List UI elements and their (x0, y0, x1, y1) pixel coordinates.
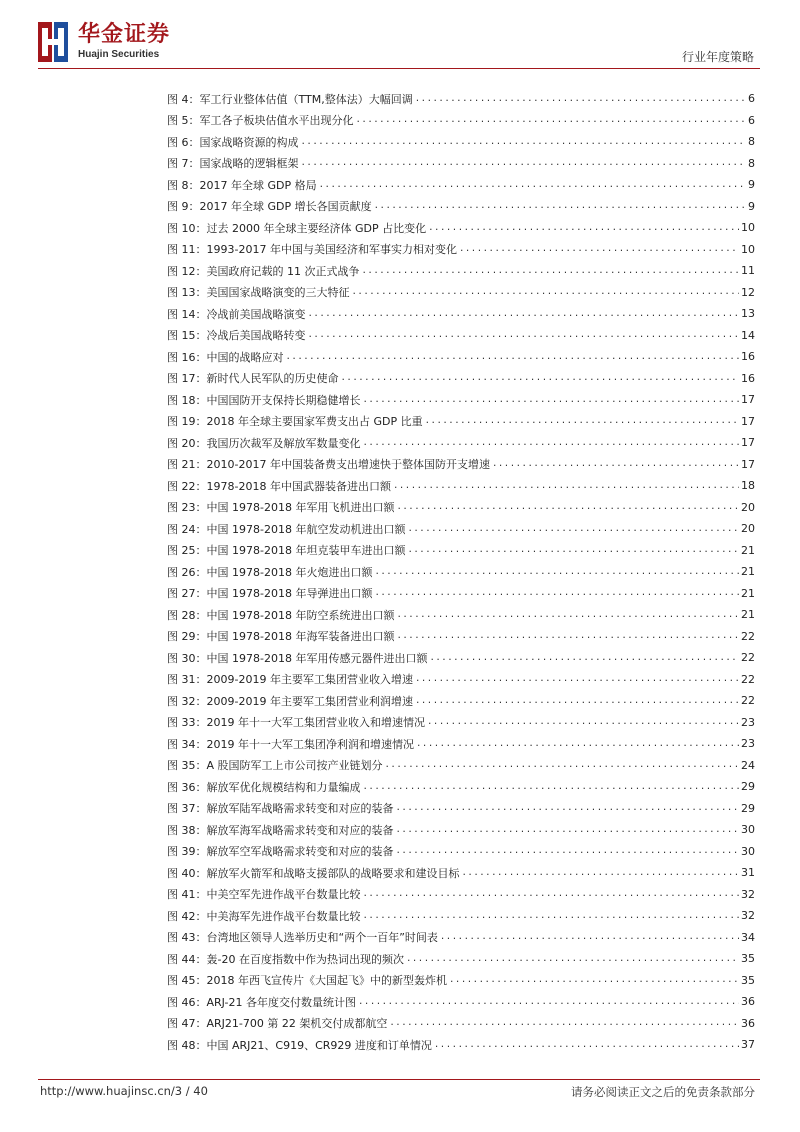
toc-entry-title: 图 41：中美空军先进作战平台数量比较 (167, 888, 361, 902)
toc-entry-page: 36 (741, 995, 755, 1009)
toc-entry[interactable] (167, 647, 755, 669)
toc-entry-page: 37 (741, 1038, 755, 1052)
toc-entry-title: 图 10：过去 2000 年全球主要经济体 GDP 占比变化 (167, 221, 427, 235)
toc-dot-leader (427, 717, 739, 727)
toc-entry-title: 图 11：1993-2017 年中国与美国经济和军事实力相对变化 (167, 243, 457, 257)
toc-dot-leader (396, 825, 740, 835)
toc-dot-leader (492, 459, 739, 469)
toc-entry[interactable] (167, 497, 755, 519)
toc-dot-leader (363, 782, 740, 792)
toc-entry[interactable] (167, 174, 755, 196)
toc-entry-title: 图 9：2017 年全球 GDP 增长各国贡献度 (167, 200, 372, 214)
toc-entry-title: 图 40：解放军火箭军和战略支援部队的战略要求和建设目标 (167, 866, 460, 880)
toc-dot-leader (462, 868, 740, 878)
toc-entry[interactable] (167, 260, 755, 282)
toc-entry-title: 图 33：2019 年十一大军工集团营业收入和增速情况 (167, 716, 425, 730)
toc-entry-title: 图 38：解放军海军战略需求转变和对应的装备 (167, 823, 394, 837)
toc-entry-page: 14 (741, 328, 755, 342)
toc-dot-leader (363, 911, 740, 921)
toc-entry-title: 图 7：国家战略的逻辑框架 (167, 157, 299, 171)
toc-dot-leader (308, 330, 740, 340)
toc-entry[interactable] (167, 884, 755, 906)
toc-entry-title: 图 19：2018 年全球主要国家军费支出占 GDP 比重 (167, 415, 423, 429)
toc-dot-leader (308, 309, 740, 319)
footer-disclaimer: 请务必阅读正文之后的免责条款部分 (571, 1085, 755, 1099)
toc-entry[interactable] (167, 1013, 755, 1035)
toc-entry-page: 21 (741, 543, 755, 557)
toc-entry[interactable] (167, 282, 755, 304)
toc-dot-leader (425, 416, 739, 426)
document-type: 行业年度策略 (681, 50, 754, 64)
toc-entry-page: 17 (741, 436, 755, 450)
header-divider (38, 68, 760, 69)
toc-entry-page: 20 (741, 522, 755, 536)
toc-entry-title: 图 45：2018 年西飞宣传片《大国起飞》中的新型轰炸机 (167, 974, 447, 988)
toc-entry-title: 图 28：中国 1978-2018 年防空系统进出口额 (167, 608, 395, 622)
toc-entry[interactable] (167, 948, 755, 970)
toc-entry-page: 13 (741, 307, 755, 321)
toc-entry[interactable] (167, 217, 755, 239)
company-logo (38, 22, 188, 66)
toc-entry-title: 图 27：中国 1978-2018 年导弹进出口额 (167, 587, 373, 601)
toc-entry-page: 22 (741, 629, 755, 643)
toc-entry[interactable] (167, 325, 755, 347)
toc-dot-leader (358, 997, 739, 1007)
toc-entry-page: 23 (741, 737, 755, 751)
toc-entry-page: 22 (741, 651, 755, 665)
toc-entry-title: 图 5：军工各子板块估值水平出现分化 (167, 114, 354, 128)
toc-entry[interactable] (167, 346, 755, 368)
toc-dot-leader (396, 846, 740, 856)
toc-entry[interactable] (167, 819, 755, 841)
toc-entry[interactable] (167, 712, 755, 734)
toc-dot-leader (385, 760, 739, 770)
footer-url-page[interactable]: http://www.huajinsc.cn/3 / 40 (40, 1084, 208, 1098)
toc-dot-leader (406, 954, 739, 964)
toc-entry-page: 24 (741, 758, 755, 772)
toc-entry-title: 图 29：中国 1978-2018 年海军装备进出口额 (167, 630, 395, 644)
toc-entry[interactable] (167, 518, 755, 540)
toc-entry-title: 图 36：解放军优化规模结构和力量编成 (167, 780, 361, 794)
toc-entry-title: 图 44：轰-20 在百度指数中作为热词出现的频次 (167, 952, 404, 966)
toc-dot-leader (301, 137, 746, 147)
toc-entry[interactable] (167, 733, 755, 755)
toc-entry-page: 35 (741, 952, 755, 966)
toc-entry[interactable] (167, 970, 755, 992)
toc-entry[interactable] (167, 626, 755, 648)
toc-dot-leader (407, 545, 739, 555)
toc-entry-page: 32 (741, 909, 755, 923)
toc-dot-leader (396, 803, 740, 813)
toc-entry-page: 29 (741, 780, 755, 794)
toc-entry-title: 图 15：冷战后美国战略转变 (167, 329, 306, 343)
toc-dot-leader (363, 889, 740, 899)
toc-dot-leader (361, 266, 739, 276)
toc-entry[interactable] (167, 841, 755, 863)
toc-entry-page: 10 (741, 242, 755, 256)
toc-entry[interactable] (167, 303, 755, 325)
toc-dot-leader (428, 223, 739, 233)
toc-dot-leader (459, 244, 739, 254)
footer-divider (38, 1079, 760, 1080)
toc-entry-title: 图 39：解放军空军战略需求转变和对应的装备 (167, 845, 394, 859)
toc-entry[interactable] (167, 475, 755, 497)
toc-entry[interactable] (167, 604, 755, 626)
toc-entry-title: 图 37：解放军陆军战略需求转变和对应的装备 (167, 802, 394, 816)
toc-entry-title: 图 42：中美海军先进作战平台数量比较 (167, 909, 361, 923)
toc-dot-leader (429, 653, 739, 663)
toc-entry[interactable] (167, 905, 755, 927)
toc-entry-page: 18 (741, 479, 755, 493)
toc-entry-page: 21 (741, 586, 755, 600)
toc-entry[interactable] (167, 583, 755, 605)
toc-dot-leader (374, 567, 739, 577)
toc-entry-page: 16 (741, 350, 755, 364)
toc-entry-title: 图 21：2010-2017 年中国装备费支出增速快于整体国防开支增速 (167, 458, 490, 472)
toc-entry[interactable] (167, 432, 755, 454)
toc-entry[interactable] (167, 862, 755, 884)
toc-entry[interactable] (167, 540, 755, 562)
toc-entry-page: 36 (741, 1016, 755, 1030)
toc-entry-page: 30 (741, 844, 755, 858)
toc-entry[interactable] (167, 991, 755, 1013)
toc-dot-leader (396, 502, 739, 512)
logo-english-name: Huajin Securities (78, 49, 160, 60)
toc-dot-leader (374, 588, 739, 598)
toc-entry[interactable] (167, 368, 755, 390)
toc-entry[interactable] (167, 927, 755, 949)
toc-entry-page: 34 (741, 930, 755, 944)
toc-entry-title: 图 8：2017 年全球 GDP 格局 (167, 178, 317, 192)
toc-entry-title: 图 12：美国政府记载的 11 次正式战争 (167, 264, 360, 278)
toc-entry-page: 10 (741, 221, 755, 235)
toc-dot-leader (374, 201, 745, 211)
toc-entry[interactable] (167, 798, 755, 820)
toc-entry-title: 图 46：ARJ-21 各年度交付数量统计图 (167, 995, 356, 1009)
toc-entry-page: 11 (741, 264, 755, 278)
toc-entry-title: 图 23：中国 1978-2018 年军用飞机进出口额 (167, 501, 395, 515)
toc-entry-page: 22 (741, 694, 755, 708)
toc-entry-page: 29 (741, 801, 755, 815)
toc-entry[interactable] (167, 690, 755, 712)
toc-entry-page: 12 (741, 285, 755, 299)
toc-entry-title: 图 32：2009-2019 年主要军工集团营业利润增速 (167, 694, 413, 708)
toc-dot-leader (415, 94, 745, 104)
toc-entry-page: 30 (741, 823, 755, 837)
toc-dot-leader (389, 1018, 739, 1028)
toc-entry-title: 图 24：中国 1978-2018 年航空发动机进出口额 (167, 522, 406, 536)
toc-entry-page: 16 (741, 371, 755, 385)
toc-entry-title: 图 31：2009-2019 年主要军工集团营业收入增速 (167, 673, 413, 687)
toc-entry-page: 9 (748, 178, 755, 192)
toc-entry-title: 图 25：中国 1978-2018 年坦克装甲车进出口额 (167, 544, 406, 558)
toc-entry-page: 20 (741, 500, 755, 514)
toc-entry[interactable] (167, 88, 755, 110)
toc-entry-title: 图 14：冷战前美国战略演变 (167, 307, 306, 321)
toc-entry[interactable] (167, 239, 755, 261)
toc-dot-leader (356, 115, 746, 125)
toc-entry[interactable] (167, 110, 755, 132)
toc-entry-page: 22 (741, 672, 755, 686)
toc-dot-leader (396, 610, 739, 620)
toc-dot-leader (363, 395, 740, 405)
toc-entry[interactable] (167, 561, 755, 583)
toc-entry[interactable] (167, 776, 755, 798)
toc-entry-page: 17 (741, 393, 755, 407)
toc-entry[interactable] (167, 669, 755, 691)
toc-dot-leader (415, 696, 739, 706)
toc-entry-title: 图 22：1978-2018 年中国武器装备进出口额 (167, 479, 391, 493)
toc-entry-title: 图 18：中国国防开支保持长期稳健增长 (167, 393, 361, 407)
toc-dot-leader (434, 1040, 739, 1050)
toc-entry-page: 32 (741, 887, 755, 901)
toc-entry[interactable] (167, 389, 755, 411)
logo-chinese-name: 华金证券 (78, 22, 171, 47)
toc-entry-title: 图 34：2019 年十一大军工集团净利润和增速情况 (167, 737, 414, 751)
toc-entry-title: 图 16：中国的战略应对 (167, 350, 284, 364)
toc-dot-leader (415, 674, 739, 684)
toc-dot-leader (449, 975, 739, 985)
toc-entry-page: 31 (741, 866, 755, 880)
figure-index (167, 88, 755, 1056)
toc-entry[interactable] (167, 454, 755, 476)
toc-entry[interactable] (167, 131, 755, 153)
toc-entry-page: 23 (741, 715, 755, 729)
toc-dot-leader (396, 631, 739, 641)
page-header (0, 0, 800, 70)
toc-entry-title: 图 35：A 股国防军工上市公司按产业链划分 (167, 759, 383, 773)
toc-entry-page: 6 (748, 92, 755, 106)
toc-dot-leader (301, 158, 746, 168)
toc-entry-title: 图 30：中国 1978-2018 年军用传感元器件进出口额 (167, 651, 428, 665)
toc-entry-page: 17 (741, 457, 755, 471)
toc-dot-leader (352, 287, 740, 297)
toc-entry-title: 图 17：新时代人民军队的历史使命 (167, 372, 339, 386)
toc-entry-page: 9 (748, 199, 755, 213)
toc-entry[interactable] (167, 411, 755, 433)
toc-dot-leader (416, 739, 739, 749)
toc-entry-title: 图 4：军工行业整体估值（TTM,整体法）大幅回调 (167, 92, 413, 106)
toc-entry[interactable] (167, 196, 755, 218)
toc-entry-title: 图 43：台湾地区领导人选举历史和“两个一百年”时间表 (167, 931, 438, 945)
toc-entry-page: 35 (741, 973, 755, 987)
toc-entry-title: 图 20：我国历次裁军及解放军数量变化 (167, 436, 361, 450)
toc-entry-page: 8 (748, 156, 755, 170)
toc-entry-title: 图 26：中国 1978-2018 年火炮进出口额 (167, 565, 373, 579)
toc-dot-leader (319, 180, 745, 190)
toc-dot-leader (286, 352, 740, 362)
toc-entry[interactable] (167, 755, 755, 777)
huajin-logo-icon (38, 22, 68, 62)
toc-entry-page: 8 (748, 135, 755, 149)
toc-dot-leader (407, 524, 739, 534)
toc-dot-leader (363, 438, 740, 448)
toc-dot-leader (440, 932, 739, 942)
toc-entry-title: 图 6：国家战略资源的构成 (167, 135, 299, 149)
toc-entry-title: 图 13：美国国家战略演变的三大特征 (167, 286, 350, 300)
toc-entry-page: 21 (741, 565, 755, 579)
toc-entry-page: 6 (748, 113, 755, 127)
toc-entry-title: 图 47：ARJ21-700 第 22 架机交付成都航空 (167, 1017, 388, 1031)
toc-dot-leader (341, 373, 740, 383)
toc-entry-page: 17 (741, 414, 755, 428)
toc-entry[interactable] (167, 153, 755, 175)
toc-entry[interactable] (167, 1034, 755, 1056)
toc-dot-leader (393, 481, 739, 491)
toc-entry-page: 21 (741, 608, 755, 622)
toc-entry-title: 图 48：中国 ARJ21、C919、CR929 进度和订单情况 (167, 1038, 432, 1052)
